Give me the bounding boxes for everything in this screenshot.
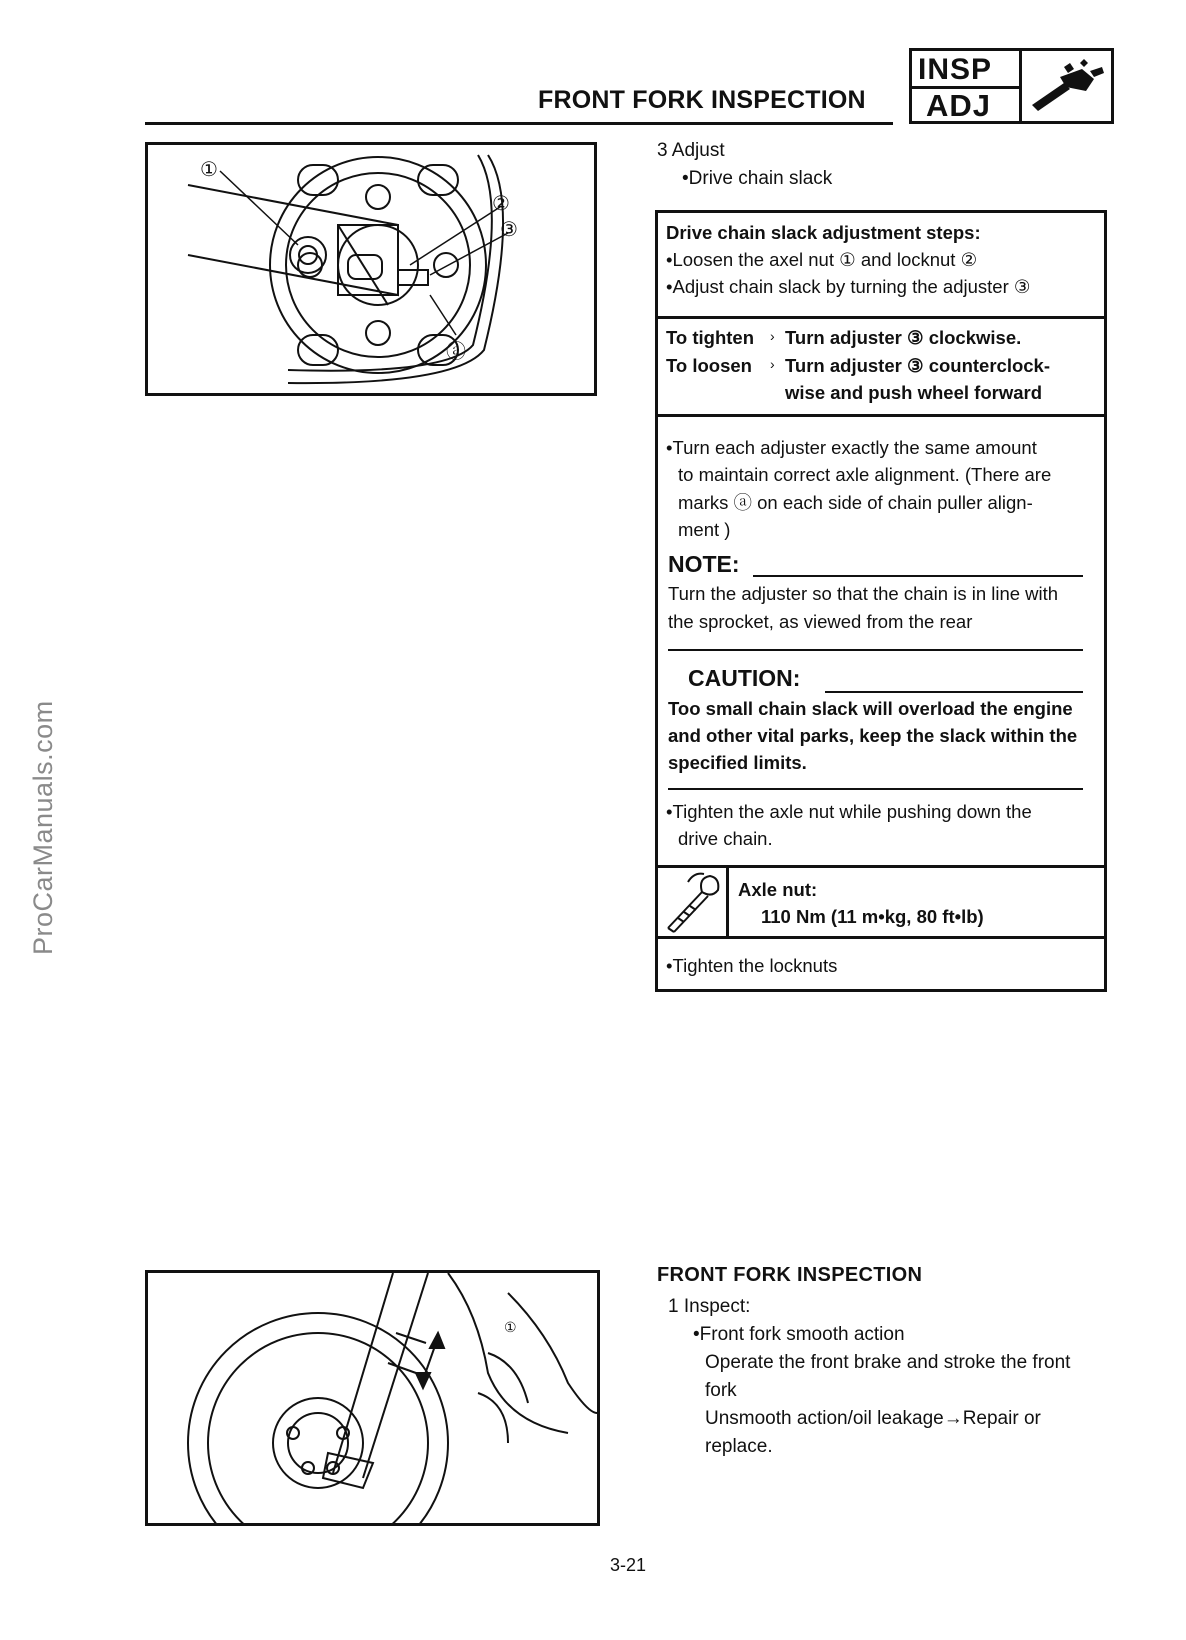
tighten-axle-line: •Tighten the axle nut while pushing down the (666, 801, 1032, 822)
torque-spec-row (658, 868, 1104, 936)
section-badge (909, 48, 1114, 124)
steps-heading: Drive chain slack adjustment steps: (666, 222, 981, 243)
caution-heading: CAUTION: (688, 665, 801, 691)
badge-insp: INSP (918, 53, 993, 86)
sprocket-drawing (148, 145, 594, 393)
align-line: to maintain correct axle alignment. (There are (678, 464, 1052, 485)
wrench-screwdriver-icon (1024, 57, 1108, 115)
page-number: 3-21 (610, 1555, 647, 1575)
fork-line: Operate the front brake and stroke the front (705, 1352, 1071, 1373)
badge-adj: ADJ (926, 88, 992, 123)
procedure-box (655, 210, 1107, 992)
fork-line: fork (705, 1380, 737, 1401)
steps-item: •Loosen the axel nut ① and locknut ② (666, 249, 978, 270)
divider (658, 936, 1104, 939)
callout-a: ⓐ (446, 341, 466, 363)
fork-line: replace. (705, 1436, 773, 1457)
callout-2: ② (492, 193, 510, 215)
align-line: ment ) (678, 519, 731, 540)
caution-line: Too small chain slack will overload the engine (668, 698, 1073, 719)
torque-wrench-cell (658, 868, 729, 936)
drive-chain-illustration (145, 142, 597, 396)
loosen-arrow: › (770, 356, 775, 372)
fork-bullet: •Front fork smooth action (693, 1324, 905, 1345)
adjust-bullet: •Drive chain slack (682, 168, 833, 189)
fork-section-title: FRONT FORK INSPECTION (657, 1264, 923, 1286)
torque-value: 110 Nm (11 m•kg, 80 ft•lb) (761, 906, 984, 927)
divider (658, 316, 1104, 319)
divider (658, 414, 1104, 417)
note-end-rule (668, 649, 1083, 651)
front-wheel-drawing (148, 1273, 597, 1523)
fork-line: Unsmooth action/oil leakage→Repair or (705, 1408, 1041, 1429)
caution-rule (825, 691, 1083, 693)
header-rule (145, 122, 893, 125)
page-header-title: FRONT FORK INSPECTION (538, 86, 866, 114)
align-line: •Turn each adjuster exactly the same amount (666, 437, 1037, 458)
caution-end-rule (668, 788, 1083, 790)
callout-1: ① (504, 1319, 517, 1335)
steps-item: •Adjust chain slack by turning the adjuster ③ (666, 276, 1031, 297)
caution-line: specified limits. (668, 752, 807, 773)
callout-1: ① (200, 159, 218, 181)
loosen-action: Turn adjuster ③ counterclock- (785, 355, 1051, 376)
locknuts-line: •Tighten the locknuts (666, 955, 838, 976)
note-line: the sprocket, as viewed from the rear (668, 611, 973, 632)
loosen-action-cont: wise and push wheel forward (785, 382, 1042, 403)
badge-text-cell (912, 51, 1022, 121)
front-fork-illustration (145, 1270, 600, 1526)
align-line: marks ⓐ on each side of chain puller align- (678, 492, 1033, 513)
torque-label: Axle nut: (738, 879, 818, 900)
note-heading: NOTE: (668, 551, 740, 577)
fork-step: 1 Inspect: (668, 1296, 751, 1317)
note-rule (753, 575, 1083, 577)
tighten-label: To tighten (666, 327, 755, 348)
tighten-action: Turn adjuster ③ clockwise. (785, 327, 1022, 348)
caution-line: and other vital parks, keep the slack within the (668, 725, 1078, 746)
loosen-label: To loosen (666, 355, 752, 376)
callout-3: ③ (500, 219, 518, 241)
tighten-arrow: › (770, 328, 775, 344)
torque-wrench-icon (658, 868, 726, 936)
note-line: Turn the adjuster so that the chain is in line with (668, 583, 1059, 604)
watermark: ProCarManuals.com (28, 700, 58, 955)
adjust-step: 3 Adjust (657, 140, 725, 161)
tighten-axle-line: drive chain. (678, 828, 773, 849)
